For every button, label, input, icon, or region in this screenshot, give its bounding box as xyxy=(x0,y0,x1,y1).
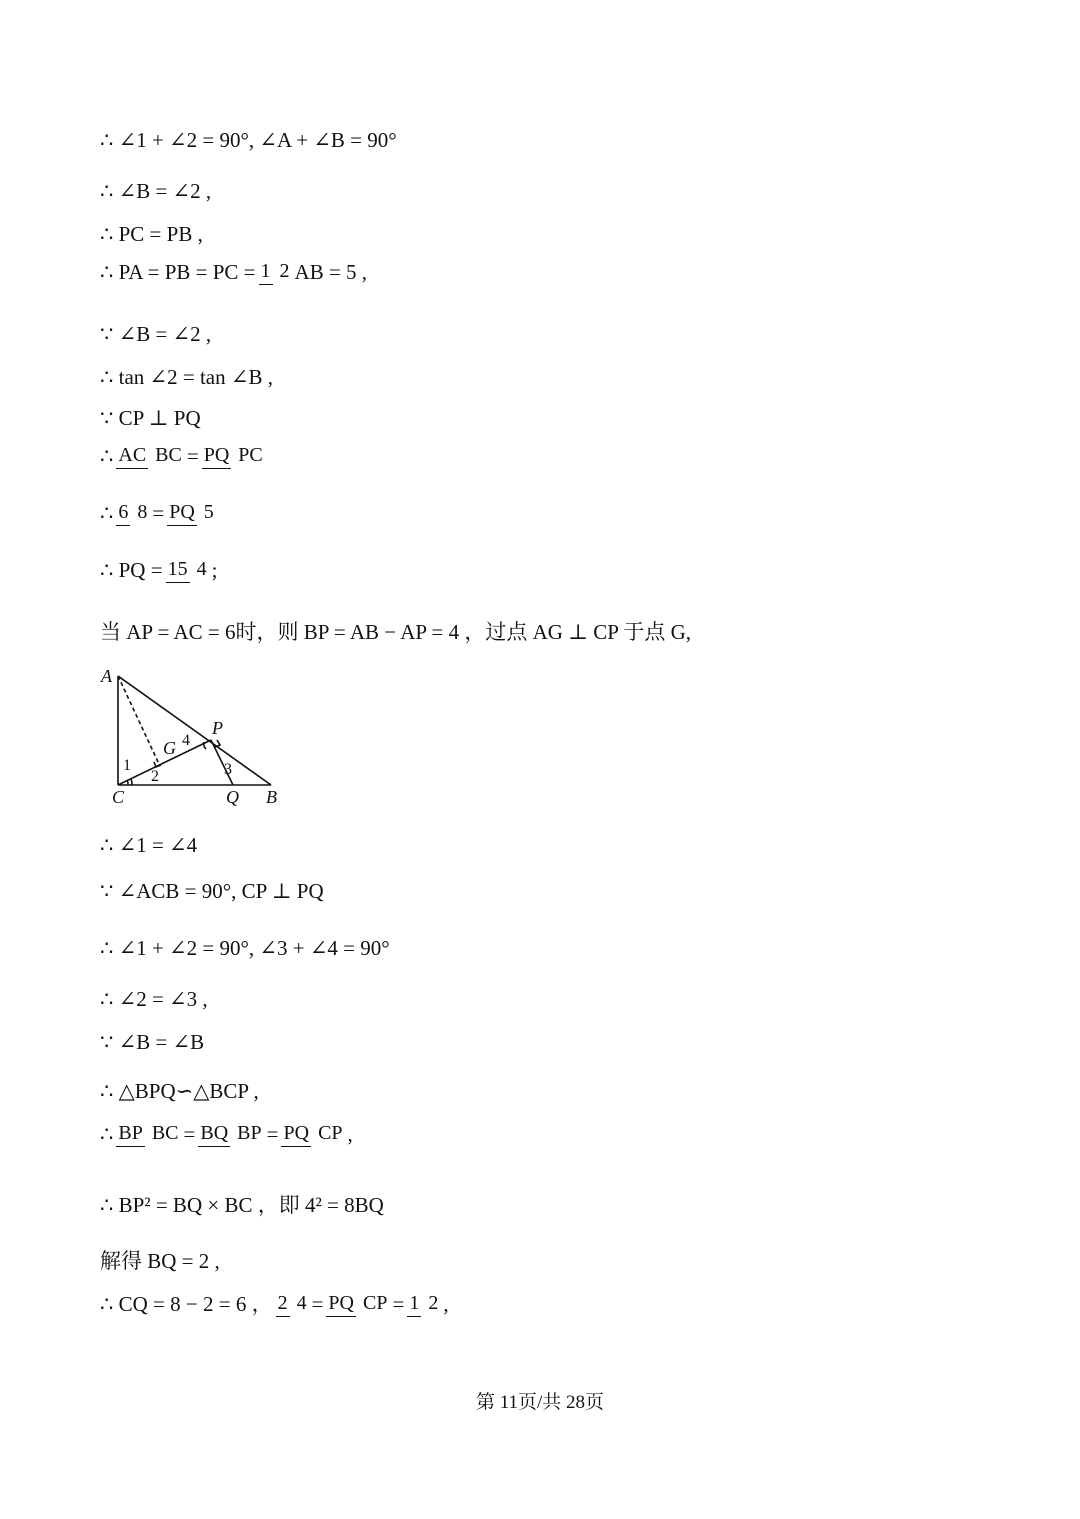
line-text: ∵ CP ⊥ PQ xyxy=(100,406,201,430)
denominator: 4 xyxy=(196,558,207,580)
line-text: ∵ ∠ACB = 90°, CP ⊥ PQ xyxy=(100,879,324,903)
numerator: PQ xyxy=(281,1121,311,1147)
step-line-18 xyxy=(100,1120,353,1147)
line-text: ∴ xyxy=(100,500,114,525)
numerator: 1 xyxy=(407,1291,421,1317)
segment-AG xyxy=(118,676,159,764)
denominator: 8 xyxy=(137,501,148,523)
denominator: BP xyxy=(237,1122,262,1144)
fraction xyxy=(167,499,216,526)
numerator: BP xyxy=(116,1121,144,1147)
step-line-7 xyxy=(100,405,201,431)
denominator: 2 xyxy=(279,260,290,282)
step-line-19 xyxy=(100,1192,384,1218)
line-text: ∴ BP² = BQ × BC ，即 4² = 8BQ xyxy=(100,1193,384,1217)
fraction xyxy=(202,442,265,469)
page-footer: 第 11页/共 28页 xyxy=(475,1392,605,1413)
angle-2-arc xyxy=(131,779,132,785)
line-text: ∴ ∠2 = ∠3 , xyxy=(100,987,208,1011)
equals-sign: = xyxy=(392,1291,405,1316)
line-text: , xyxy=(443,1291,449,1316)
line-text: ∴ ∠1 + ∠2 = 90°, ∠A + ∠B = 90° xyxy=(100,128,397,152)
step-line-15 xyxy=(100,986,208,1012)
line-text: ∵ ∠B = ∠B xyxy=(100,1030,205,1054)
line-text: 解得 BQ = 2 , xyxy=(100,1249,220,1273)
line-text: , xyxy=(347,1121,353,1146)
step-line-8 xyxy=(100,442,268,469)
fraction xyxy=(166,556,209,583)
line-text: ∴ ∠B = ∠2 , xyxy=(100,179,212,203)
label-angle-3: 3 xyxy=(224,761,232,778)
fraction xyxy=(116,499,149,526)
line-text: ∵ ∠B = ∠2 , xyxy=(100,322,212,346)
fraction xyxy=(276,1290,309,1317)
step-line-16 xyxy=(100,1029,204,1055)
step-line-20 xyxy=(100,1248,220,1274)
numerator: 15 xyxy=(166,557,190,583)
label-B: B xyxy=(266,787,277,807)
equals-sign: = xyxy=(266,1121,279,1146)
label-angle-4: 4 xyxy=(182,732,190,749)
label-angle-2: 2 xyxy=(151,768,159,785)
line-text: ∴ xyxy=(100,1121,114,1146)
equals-sign: = xyxy=(186,443,199,468)
equals-sign: = xyxy=(183,1121,196,1146)
fraction xyxy=(259,258,292,285)
line-text: 当 AP = AC = 6时，则 BP = AB − AP = 4 ，过点 AG ⊥ CP 于点 G, xyxy=(100,620,692,644)
numerator: 2 xyxy=(276,1291,290,1317)
label-angle-1: 1 xyxy=(123,757,131,774)
line-text: ∴ tan ∠2 = tan ∠B , xyxy=(100,365,273,389)
numerator: 6 xyxy=(116,500,130,526)
equals-sign: = xyxy=(311,1291,324,1316)
side-AB xyxy=(118,676,271,785)
fraction xyxy=(326,1290,389,1317)
line-text: ∴ xyxy=(100,443,114,468)
step-line-17 xyxy=(100,1078,259,1104)
fraction xyxy=(116,442,183,469)
step-line-21 xyxy=(100,1290,449,1317)
label-G: G xyxy=(163,738,176,758)
fraction xyxy=(281,1120,344,1147)
label-A: A xyxy=(101,666,112,686)
denominator: 2 xyxy=(428,1292,439,1314)
fraction xyxy=(198,1120,263,1147)
step-line-2 xyxy=(100,178,211,204)
label-P: P xyxy=(212,718,223,738)
denominator: 4 xyxy=(296,1292,307,1314)
line-text: ∴ CQ = 8 − 2 = 6 ， xyxy=(100,1291,273,1316)
denominator: CP xyxy=(318,1122,343,1144)
step-line-1 xyxy=(100,127,397,153)
line-text: ∴ ∠1 = ∠4 xyxy=(100,833,198,857)
line-text: ; xyxy=(211,557,218,582)
fraction xyxy=(116,1120,180,1147)
denominator: 5 xyxy=(203,501,214,523)
numerator: 1 xyxy=(259,259,273,285)
step-line-3 xyxy=(100,221,203,247)
numerator: PQ xyxy=(167,500,197,526)
step-line-12 xyxy=(100,832,197,858)
equals-sign: = xyxy=(152,500,165,525)
triangle-diagram xyxy=(96,660,296,810)
step-line-9 xyxy=(100,499,219,526)
step-line-4 xyxy=(100,258,367,285)
line-text: ∴ ∠1 + ∠2 = 90°, ∠3 + ∠4 = 90° xyxy=(100,936,390,960)
numerator: PQ xyxy=(326,1291,356,1317)
denominator: CP xyxy=(363,1292,388,1314)
numerator: AC xyxy=(116,443,148,469)
right-angle-P xyxy=(215,740,220,747)
step-line-6 xyxy=(100,364,273,390)
label-C: C xyxy=(112,787,125,807)
step-line-10 xyxy=(100,556,217,583)
denominator: BC xyxy=(151,1122,179,1144)
denominator: PC xyxy=(238,444,263,466)
denominator: BC xyxy=(155,444,182,466)
line-text: ∴ PA = PB = PC = xyxy=(100,259,256,284)
line-text: ∴ PC = PB , xyxy=(100,222,203,246)
line-text: ∴ △BPQ∽△BCP , xyxy=(100,1079,259,1103)
step-line-14 xyxy=(100,935,390,961)
label-Q: Q xyxy=(226,787,239,807)
line-text: AB = 5 , xyxy=(294,259,368,284)
fraction xyxy=(407,1290,440,1317)
numerator: PQ xyxy=(202,443,232,469)
step-line-11 xyxy=(100,619,691,645)
triangle-figure xyxy=(96,660,296,815)
numerator: BQ xyxy=(198,1121,230,1147)
step-line-13 xyxy=(100,878,324,904)
line-text: ∴ PQ = xyxy=(100,557,163,582)
step-line-5 xyxy=(100,321,211,347)
